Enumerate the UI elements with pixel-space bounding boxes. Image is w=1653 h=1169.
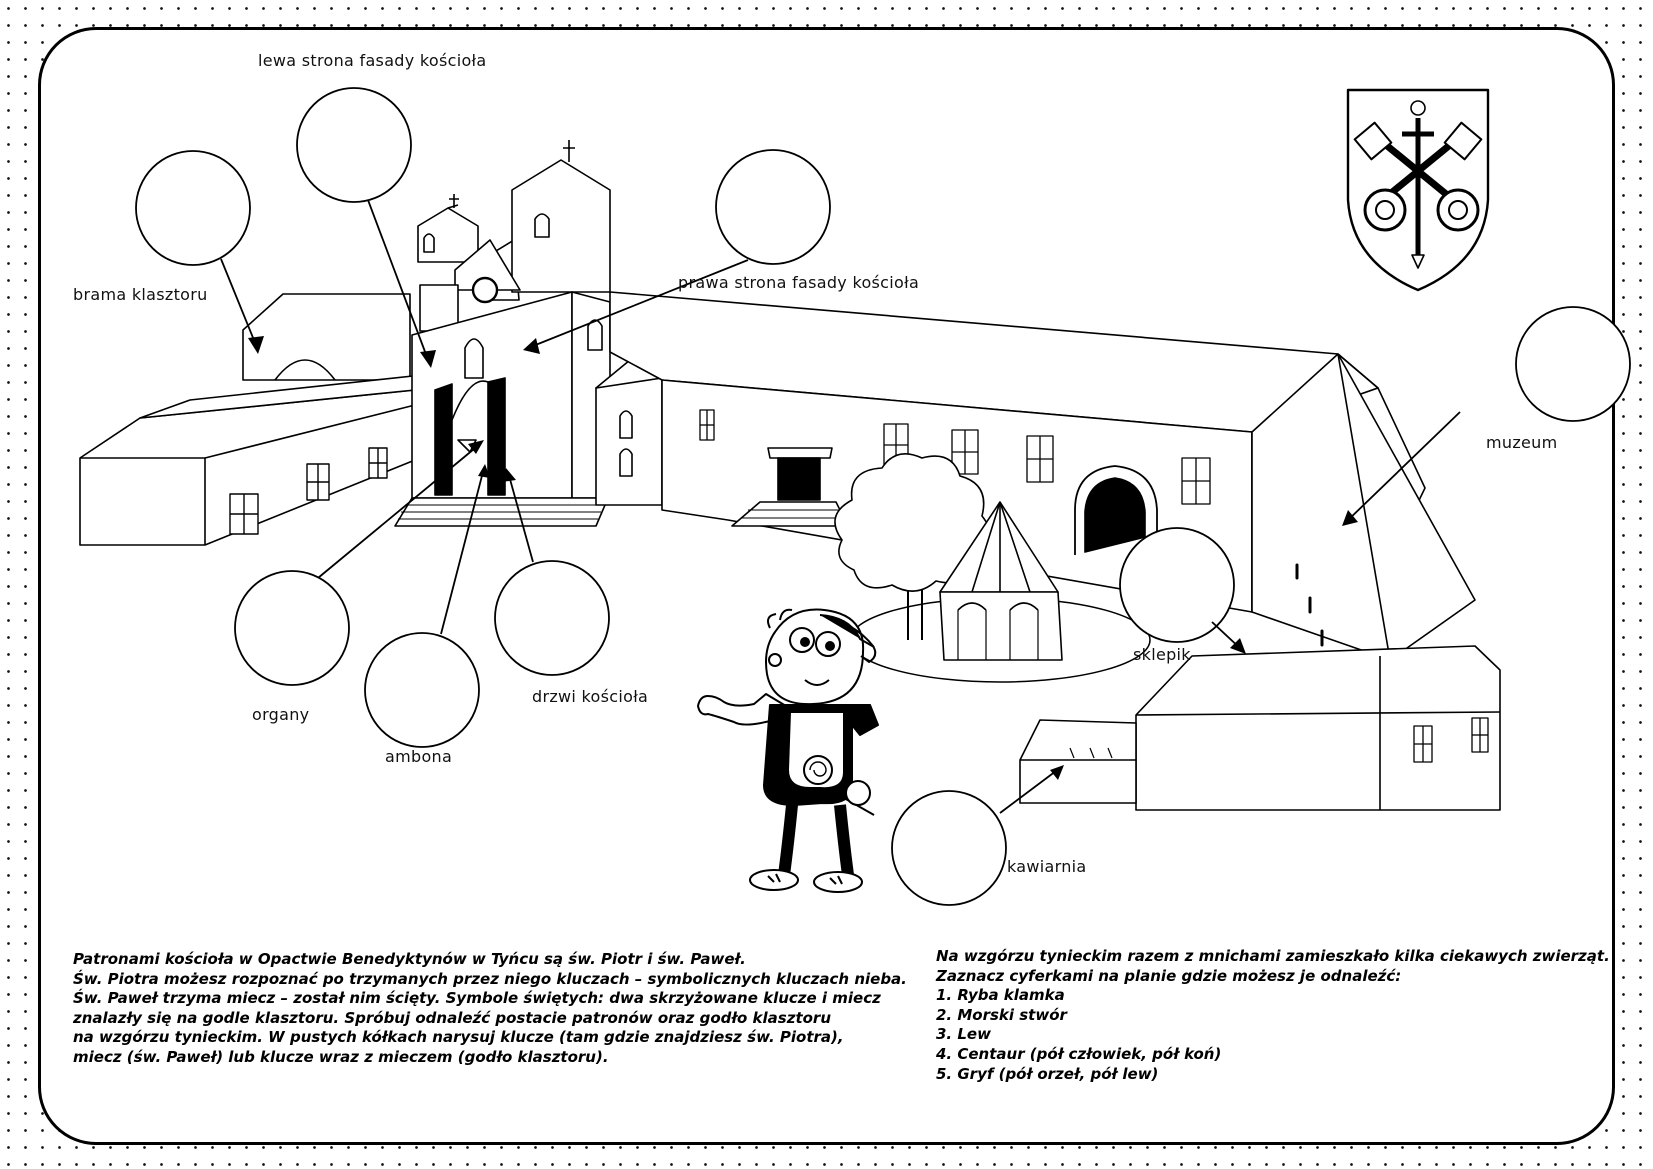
- label-shop: sklepik: [1133, 645, 1191, 664]
- list-item: 5. Gryf (pół orzeł, pół lew): [936, 1064, 1159, 1083]
- list-item: 2. Morski stwór: [936, 1005, 1067, 1024]
- label-museum: muzeum: [1486, 433, 1558, 452]
- label-organ: organy: [252, 705, 310, 724]
- boy-character-illustration: [698, 610, 878, 893]
- text-line: znalazły się na godle klasztoru. Spróbuj odnaleźć postacie patronów oraz godło klasztoru: [73, 1008, 831, 1027]
- text-line: Św. Paweł trzyma miecz – został nim ścięty. Symbole świętych: dwa skrzyżowane klucze i miecz: [73, 989, 881, 1008]
- patrons-instructions: [73, 950, 907, 1068]
- text-line: Patronami kościoła w Opactwie Benedyktynów w Tyńcu są św. Piotr i św. Paweł.: [73, 950, 746, 968]
- text-line: Zaznacz cyferkami na planie gdzie możesz je odnaleźć:: [936, 966, 1402, 985]
- label-church-door: drzwi kościoła: [532, 687, 649, 706]
- list-item: 4. Centaur (pół człowiek, pół koń): [936, 1044, 1222, 1063]
- label-cafe: kawiarnia: [1007, 857, 1087, 876]
- text-line: miecz (św. Paweł) lub klucze wraz z mieczem (godło klasztoru).: [73, 1047, 609, 1066]
- label-monastery-gate: brama klasztoru: [73, 285, 208, 304]
- text-line: Na wzgórzu tynieckim razem z mnichami zamieszkało kilka ciekawych zwierząt.: [936, 947, 1610, 965]
- label-pulpit: ambona: [385, 747, 453, 766]
- list-item: 3. Lew: [936, 1025, 991, 1044]
- text-line: Św. Piotra możesz rozpoznać po trzymanych przez niego kluczach – symbolicznych kluczach nieba.: [73, 969, 907, 988]
- animals-instructions: [936, 947, 1610, 1084]
- label-left-facade: lewa strona fasady kościoła: [258, 51, 487, 70]
- coat-of-arms-keys-sword-icon: [1348, 90, 1488, 290]
- list-item: 1. Ryba klamka: [936, 986, 1065, 1005]
- text-line: na wzgórzu tynieckim. W pustych kółkach narysuj klucze (tam gdzie znajdziesz św. Piotra),: [73, 1028, 844, 1047]
- label-right-facade: prawa strona fasady kościoła: [678, 273, 920, 292]
